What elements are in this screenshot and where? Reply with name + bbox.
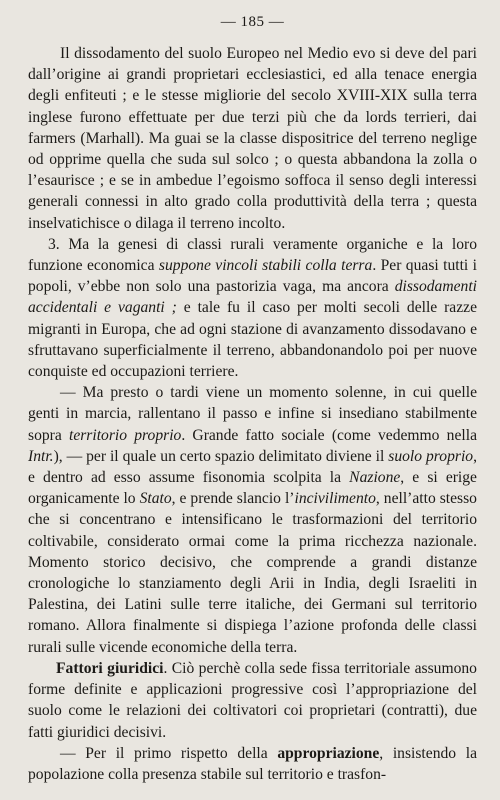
italic-run: suppone vincoli stabili colla terra (158, 257, 373, 275)
text-run: 3. Ma la genesi di classi rurali veramente organiche e la loro funzione economica (28, 235, 477, 275)
italic-run: Stato (139, 490, 172, 508)
text-run: . Ciò perchè colla sede fissa territoriale assumono forme definite e applicazioni progressive così l’appropriazione del suolo come le relazioni dei coltivatori coi proprietari (contratti), due fatti giuridici decisivi. (28, 659, 477, 741)
bold-run: appropriazione (277, 744, 380, 762)
italic-run: Nazione (349, 469, 401, 487)
italic-run: suolo proprio (388, 447, 474, 465)
text-run: ), — per il quale un certo spazio delimitato diviene il (53, 447, 389, 465)
text-run: , e dentro ad esso assume fisonomia scolpita la (28, 447, 477, 487)
text-run: , e prende slancio l’ (171, 490, 295, 508)
page-number: — 185 — (220, 14, 285, 30)
bold-run: Fattori giuridici (56, 659, 164, 677)
paragraph-2 (28, 234, 477, 382)
text-run: — Per il primo rispetto della (60, 744, 278, 762)
body-text (28, 43, 477, 785)
italic-run: incivilimento (294, 490, 376, 508)
text-run: , e si erige organicamente lo (28, 469, 477, 508)
text-run: , insistendo la popolazione colla presenza stabile sul territorio e trasfon- (28, 744, 477, 783)
text-run: . Grande fatto sociale (come vedemmo nella (181, 426, 477, 444)
italic-run: dissodamenti accidentali e vaganti ; (28, 278, 477, 317)
paragraph-1 (28, 43, 477, 234)
text-run: — Ma presto o tardi viene un momento solenne, in cui quelle genti in marcia, rallentano il passo e infine si insediano stabilmente sopra (28, 384, 477, 444)
text-run: e tale fu il caso per molti secoli delle razze migranti in Europa, che ad ogni stazione di avanzamento dissodavano e sfruttavano superficialmente il terreno, abbandonandolo poi per nuove conquiste ed occupazioni terriere. (28, 299, 477, 381)
italic-run: territorio proprio (68, 426, 182, 444)
paragraph-5 (28, 743, 477, 785)
italic-run: Intr. (28, 447, 54, 465)
paragraph-4 (28, 658, 477, 743)
text-run: . Per quasi tutti i popoli, v’ebbe non solo una pastorizia vaga, ma ancora (28, 257, 477, 296)
text-run: Il dissodamento del suolo Europeo nel Medio evo si deve del pari dall’origine ai grandi proprietari ecclesiastici, ed alla tenace energia degli enfiteuti ; e le stesse migliorie del secolo XVIII-XIX sulla terra inglese furono effettuate per due terzi più che da lords terrieri, dai farmers (Marhall). Ma guai se la classe dispositrice del terreno neglige od opprime quella che suda sul solco ; o questa abbandona la zolla o l’esaurisce ; e se in ambedue l’egoismo soffoca il senso degli interessi generali connessi in alto grado colla produttività della terra ; questa inselvatichisce o dilaga il terreno incolto. (28, 45, 477, 232)
text-run: , nell’atto stesso che si concentrano e intensificano le trasformazioni del territorio coltivabile, considerato ormai come la prima ricchezza nazionale. Momento storico decisivo, che comprende a grandi distanze cronologiche lo stanziamento degli Arii in India, degli Israeliti in Palestina, dei Latini sulle terre italiche, dei Germani sul territorio romano. Allora finalmente si dispiega l’azione profonda delle classi rurali sulle vicende economiche della terra. (28, 490, 477, 656)
paragraph-3 (28, 382, 477, 658)
